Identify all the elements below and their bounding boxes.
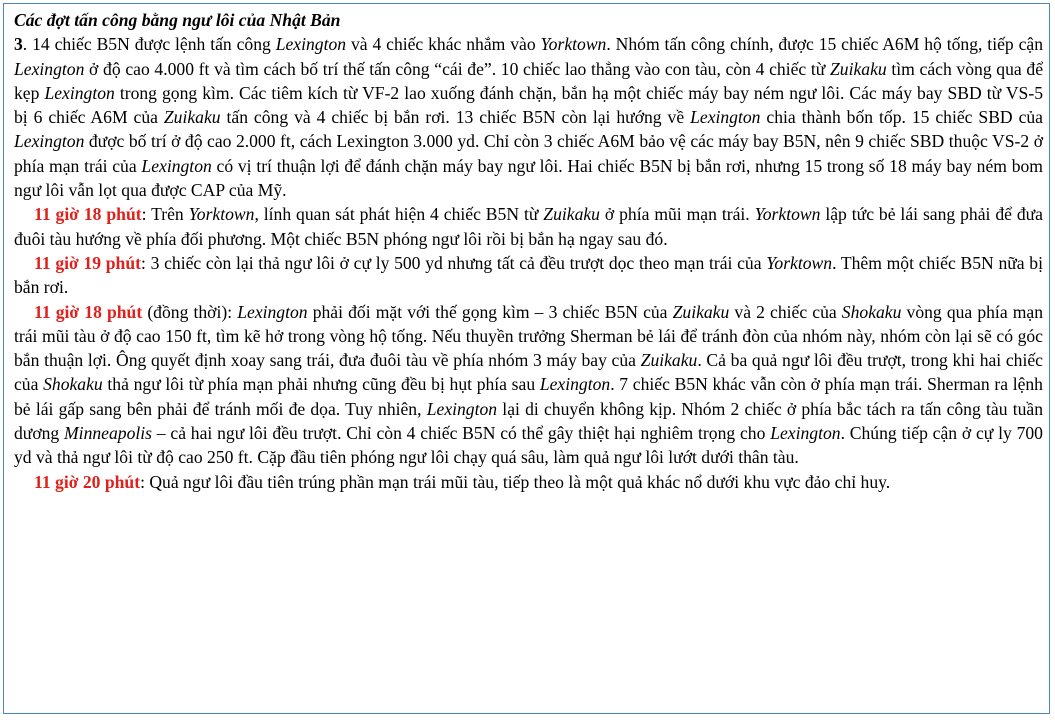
timestamp: 11 giờ 18 phút	[34, 301, 143, 322]
ship-name: Lexington	[275, 34, 347, 55]
document-box	[3, 3, 1050, 714]
paragraph-1120: 11 giờ 20 phút: Quả ngư lôi đầu tiên trúng phần mạn trái mũi tàu, tiếp theo là một quả khác nổ dưới khu vực đảo chỉ huy.	[34, 471, 891, 492]
ship-name: Lexington	[14, 58, 85, 79]
ship-name: Zuikaku	[543, 204, 600, 225]
timestamp: 11 giờ 19 phút	[34, 252, 141, 273]
ship-name: Yorktown	[766, 252, 833, 273]
ship-name: Zuikaku	[163, 107, 221, 128]
ship-name: Yorktown	[754, 204, 821, 225]
item-number: 3	[14, 34, 23, 55]
ship-name: Lexington	[14, 131, 85, 152]
ship-name: Lexington	[690, 107, 761, 128]
ship-name: Zuikaku	[640, 350, 698, 371]
ship-name: Shokaku	[841, 301, 902, 322]
document-title: Các đợt tấn công bằng ngư lôi của Nhật Bản	[14, 10, 341, 30]
paragraph-1118: 11 giờ 18 phút: Trên Yorktown, lính quan sát phát hiện 4 chiếc B5N từ Zuikaku ở phía mũi mạn trái. Yorktown lập tức bẻ lái sang phải để đưa đuôi tàu hướng về phía đối phương. Một chiếc B5N phóng ngư lôi rồi bị bắn hạ ngay sau đó.	[14, 204, 1043, 249]
ship-name: Minneapolis	[64, 423, 152, 444]
ship-name: Zuikaku	[830, 58, 887, 79]
ship-name: Lexington	[426, 398, 498, 419]
paragraph-1119: 11 giờ 19 phút: 3 chiếc còn lại thả ngư lôi ở cự ly 500 yd nhưng tất cả đều trượt dọc theo mạn trái của Yorktown. Thêm một chiếc B5N nữa bị bắn rơi.	[14, 252, 1043, 298]
paragraph-1118-simultaneous: 11 giờ 18 phút (đồng thời): Lexington phải đối mặt với thế gọng kìm – 3 chiếc B5N của Zuikaku và 2 chiếc của Shokaku vòng qua phía mạn trái mũi tàu ở độ cao 150 ft, tìm kẽ hở trong vòng hộ tống. Nếu thuyền trưởng Sherman bẻ lái để tránh đòn của nhóm này, nhóm còn lại sẽ có góc bắn thuận lợi. Ông quyết định xoay sang trái, đưa đuôi tàu về phía nhóm 3 máy bay của Zuikaku. Cả ba quả ngư lôi đều trượt, trong khi hai chiếc của Shokaku thả ngư lôi từ phía mạn phải nhưng cũng đều bị hụt phía sau Lexington. 7 chiếc B5N khác vẫn còn ở phía mạn trái. Sherman ra lệnh bẻ lái gấp sang bên phải để tránh mối đe dọa. Tuy nhiên, Lexington lại di chuyển không kịp. Nhóm 2 chiếc ở phía bắc tách ra tấn công tàu tuần dương Minneapolis – cả hai ngư lôi đều trượt. Chỉ còn 4 chiếc B5N có thể gây thiệt hại nghiêm trọng cho Lexington. Chúng tiếp cận ở cự ly 700 yd và thả ngư lôi từ độ cao 250 ft. Cặp đầu tiên phóng ngư lôi chạy quá sâu, làm quả ngư lôi lướt dưới thân tàu.	[14, 301, 1044, 468]
ship-name: Lexington	[770, 423, 841, 444]
timestamp: 11 giờ 18 phút	[34, 204, 142, 225]
ship-name: Lexington	[44, 82, 115, 103]
ship-name: Lexington	[237, 301, 308, 322]
ship-name: Shokaku	[43, 374, 103, 395]
ship-name: Zuikaku	[672, 301, 730, 322]
ship-name: Lexington	[141, 155, 212, 176]
ship-name: Yorktown	[540, 34, 607, 55]
paragraph-3: 3. 14 chiếc B5N được lệnh tấn công Lexington và 4 chiếc khác nhắm vào Yorktown. Nhóm tấn công chính, được 15 chiếc A6M hộ tống, tiếp cận Lexington ở độ cao 4.000 ft và tìm cách bố trí thế tấn công “cái đe”. 10 chiếc lao thẳng vào con tàu, còn 4 chiếc từ Zuikaku tìm cách vòng qua để kẹp Lexington trong gọng kìm. Các tiêm kích từ VF-2 lao xuống đánh chặn, bắn hạ một chiếc máy bay ném ngư lôi. Các máy bay SBD từ VS-5 bị 6 chiếc A6M của Zuikaku tấn công và 4 chiếc bị bắn rơi. 13 chiếc B5N còn lại hướng về Lexington chia thành bốn tốp. 15 chiếc SBD của Lexington được bố trí ở độ cao 2.000 ft, cách Lexington 3.000 yd. Chỉ còn 3 chiếc A6M bảo vệ các máy bay B5N, nên 9 chiếc SBD thuộc VS-2 ở phía mạn trái của Lexington có vị trí thuận lợi để đánh chặn máy bay ngư lôi. Hai chiếc B5N bị bắn rơi, nhưng 15 trong số 18 máy bay ném bom ngư lôi vẫn lọt qua được CAP của Mỹ.	[14, 34, 1044, 201]
ship-name: Lexington	[539, 374, 611, 395]
ship-name: Yorktown	[188, 204, 255, 225]
timestamp: 11 giờ 20 phút	[34, 471, 141, 492]
